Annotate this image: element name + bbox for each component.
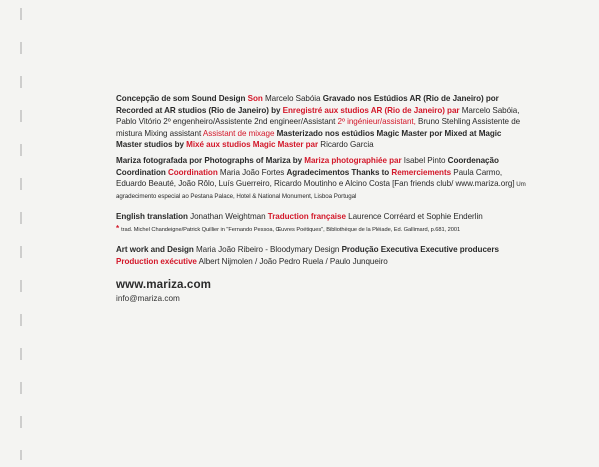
sound-design-label: Concepção de som Sound Design xyxy=(116,94,246,103)
translation-note-text: trad. Michel Chandeigne/Patrick Quillier in "Fernando Pessoa, Œuvres Poétiques", Bibliothèque de la Pléiade, Ed. Gallimard, p.681, 2001 xyxy=(121,226,461,233)
translation-credits xyxy=(116,211,528,235)
art-work-names: Maria João Ribeiro - Bloodymary Design xyxy=(193,245,342,254)
executive-producers-label: Produção Executiva Executive producers xyxy=(341,245,499,254)
coordinator-name: Maria João Fortes xyxy=(217,167,287,177)
photographiee-label: Mariza photographiée par xyxy=(302,156,402,165)
traduction-label: Traduction française xyxy=(267,212,346,221)
design-credits xyxy=(116,244,528,267)
thanks-label: Agradecimentos Thanks to xyxy=(286,167,390,177)
mixe-label: Mixé aux studios Magic Master par xyxy=(183,140,319,150)
photo-credits xyxy=(116,155,528,201)
coordination-fr-label: Coordination xyxy=(165,167,218,177)
asterisk-mark: * xyxy=(116,223,120,233)
recording-credits xyxy=(116,93,528,151)
website-link[interactable]: www.mariza.com xyxy=(116,278,212,291)
ingenieur-label: 2º ingénieur/assistant, xyxy=(337,117,416,127)
assistant-names: Bruno Stehling Assistente de mistura Mixing assistant xyxy=(116,117,521,138)
mastered-label: Masterizado nos estúdios Magic Master por Mixed at Magic Master studios by xyxy=(116,128,502,150)
assistant-mixage-label: Assistant de mixage xyxy=(202,128,275,138)
translation-note xyxy=(116,224,528,235)
email-link[interactable]: info@mariza.com xyxy=(116,294,180,303)
spine-fold-mark xyxy=(20,8,22,460)
remerciements-label: Remerciements xyxy=(389,167,452,177)
thanks-names: Paula Carmo, Eduardo Beauté, João Rôlo, Luís Guerreiro, Ricardo Moutinho e Alcino Costa [Fan friends club/ www.mariza.org] xyxy=(116,167,515,189)
recorded-names: Marcelo Sabóia, Pablo Vitório 2º engenheiro/Assistente 2nd engineer/Assistant xyxy=(116,105,520,127)
recorded-label: Gravado nos Estúdios AR (Rio de Janeiro) por Recorded at AR studios (Rio de Janeiro) by xyxy=(116,94,499,115)
photographer-name: Isabel Pinto xyxy=(401,156,448,165)
mixed-name: Ricardo Garcia xyxy=(318,140,374,150)
english-translator-name: Jonathan Weightman xyxy=(187,212,268,221)
coordination-label: Coordenação Coordination xyxy=(116,156,499,177)
special-thanks: Um agradecimento especial ao Pestana Palace, Hotel & National Monument, Lisboa Portugal xyxy=(116,181,526,200)
french-translator-names: Laurence Corréard et Sophie Enderlin xyxy=(345,212,483,221)
production-fr-label: Production exécutive xyxy=(116,256,197,266)
art-work-label: Art work and Design xyxy=(116,245,194,254)
english-translation-label: English translation xyxy=(116,212,188,221)
sound-design-name: Marcelo Sabóia xyxy=(262,94,323,103)
enregistre-label: Enregistré aux studios AR (Rio de Janeiro) par xyxy=(280,105,460,115)
producer-names: Albert Nijmolen / João Pedro Ruela / Paulo Junqueiro xyxy=(196,256,388,266)
son-label: Son xyxy=(247,94,263,103)
photographs-label: Mariza fotografada por Photographs of Mariza by xyxy=(116,156,303,165)
